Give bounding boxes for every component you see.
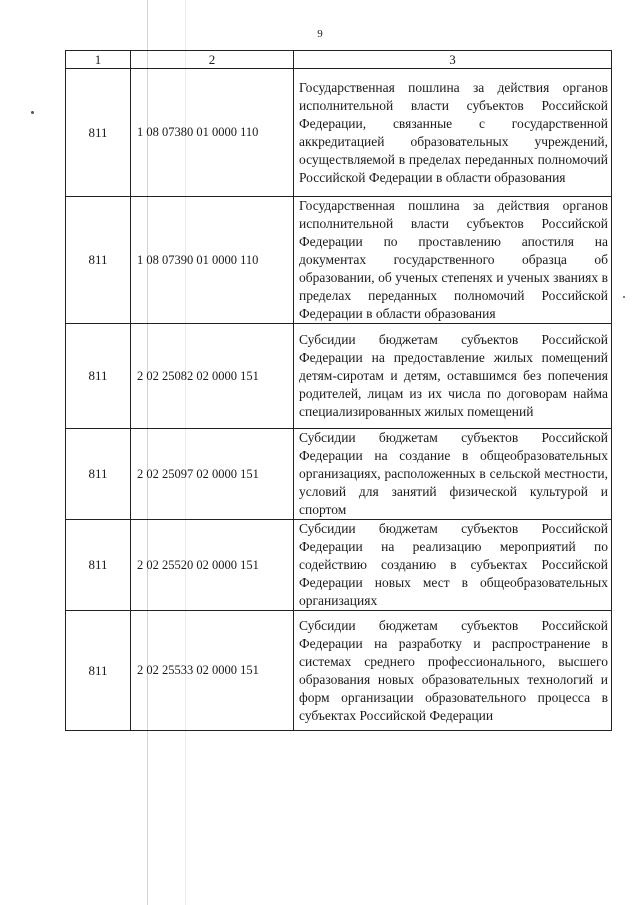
table-row [66, 69, 612, 197]
table-row [66, 611, 612, 731]
revenue-codes-table [65, 50, 612, 731]
admin-code-cell: 811 [66, 520, 131, 611]
budget-code-cell: 1 08 07390 01 0000 110 [131, 197, 294, 324]
budget-code-cell: 1 08 07380 01 0000 110 [131, 69, 294, 197]
description-cell: Субсидии бюджетам субъектов Российской Федерации на реализацию мероприятий по содействию созданию в субъектах Российской Федерации новых мест в общеобразовательных организациях [294, 520, 612, 611]
column-header: 3 [294, 51, 612, 69]
table-row [66, 429, 612, 520]
admin-code-cell: 811 [66, 429, 131, 520]
budget-code-cell: 2 02 25520 02 0000 151 [131, 520, 294, 611]
description-cell: Государственная пошлина за действия органов исполнительной власти субъектов Российской Федерации, связанные с государственной аккредитацией образовательных учреждений, осуществляемой в пределах переданных полномочий Российской Федерации в области образования [294, 69, 612, 197]
page-number: 9 [317, 28, 323, 40]
admin-code-cell: 811 [66, 324, 131, 429]
admin-code-cell: 811 [66, 611, 131, 731]
budget-code-cell: 2 02 25533 02 0000 151 [131, 611, 294, 731]
description-cell: Субсидии бюджетам субъектов Российской Федерации на разработку и распространение в системах среднего профессионального, высшего образования новых образовательных технологий и форм организации образовательного процесса в субъектах Российской Федерации [294, 611, 612, 731]
column-header: 1 [66, 51, 131, 69]
table-header-row [66, 51, 612, 69]
admin-code-cell: 811 [66, 197, 131, 324]
table-row [66, 324, 612, 429]
description-cell: Субсидии бюджетам субъектов Российской Федерации на предоставление жилых помещений детям-сиротам и детям, оставшимся без попечения родителей, лицам из их числа по договорам найма специализированных жилых помещений [294, 324, 612, 429]
description-cell: Государственная пошлина за действия органов исполнительной власти субъектов Российской Федерации по проставлению апостиля на документах государственного образца об образовании, об ученых степенях и ученых званиях в пределах переданных полномочий Российской Федерации в области образования [294, 197, 612, 324]
table-row [66, 197, 612, 324]
scan-speck [623, 296, 625, 298]
description-cell: Субсидии бюджетам субъектов Российской Федерации на создание в общеобразовательных организациях, расположенных в сельской местности, условий для занятий физической культурой и спортом [294, 429, 612, 520]
admin-code-cell: 811 [66, 69, 131, 197]
column-header: 2 [131, 51, 294, 69]
budget-code-cell: 2 02 25097 02 0000 151 [131, 429, 294, 520]
table-row [66, 520, 612, 611]
budget-code-cell: 2 02 25082 02 0000 151 [131, 324, 294, 429]
scan-speck [31, 111, 34, 114]
